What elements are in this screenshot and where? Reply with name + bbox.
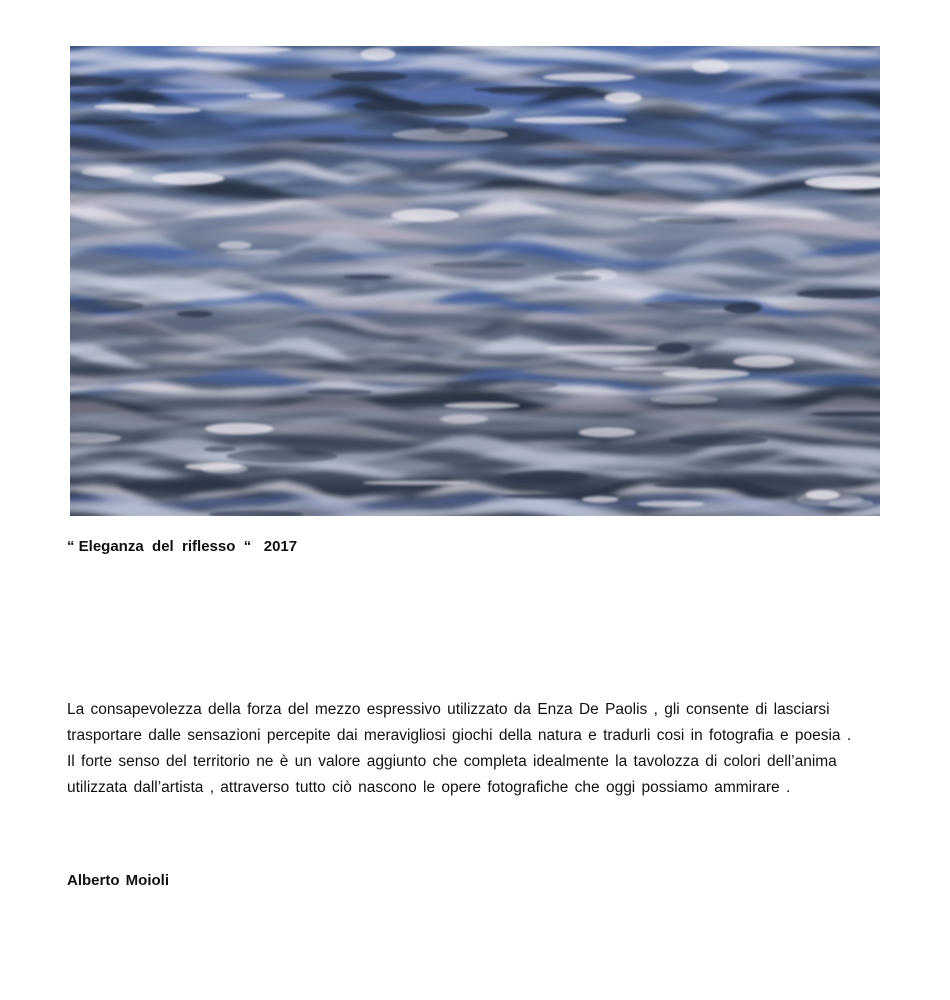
ripple-highlight bbox=[543, 73, 635, 81]
ripple-highlight bbox=[650, 395, 718, 404]
ripple-highlight bbox=[204, 446, 236, 452]
ripple-highlight bbox=[611, 366, 699, 371]
artwork-caption: “ Eleganza del riflesso “ 2017 bbox=[67, 538, 298, 555]
ripple-highlight bbox=[637, 501, 705, 507]
ripple-highlight bbox=[407, 104, 490, 117]
ripple-highlight bbox=[444, 402, 520, 408]
essay-text bbox=[67, 697, 877, 801]
ripple-highlight bbox=[298, 138, 345, 143]
ripple-highlight bbox=[579, 427, 636, 437]
ripple-highlight bbox=[654, 482, 748, 488]
ripple-highlight bbox=[306, 389, 373, 395]
essay-paragraph-1: La consapevolezza della forza del mezzo espressivo utilizzato da Enza De Paolis , gli consente di lasciarsi trasportare dalle sensazioni percepite dai meravigliosi giochi della natura e tradurli cosi in fotografia e poesia . bbox=[67, 701, 852, 744]
ripple-highlight bbox=[81, 167, 133, 177]
ripple-highlight bbox=[527, 158, 624, 165]
ripple-highlight bbox=[514, 117, 628, 124]
ripple-highlight bbox=[724, 303, 762, 314]
ripple-highlight bbox=[546, 345, 657, 352]
ripple-highlight bbox=[70, 94, 104, 103]
ripple-highlight bbox=[692, 60, 730, 74]
ripple-highlight bbox=[431, 261, 525, 268]
ripple-highlight bbox=[554, 275, 601, 281]
artwork-photo bbox=[70, 46, 880, 516]
ripple-highlight bbox=[582, 496, 619, 503]
ripple-highlight bbox=[218, 241, 252, 249]
ripple-highlight bbox=[330, 72, 408, 82]
ripple-highlight bbox=[472, 87, 590, 93]
ripple-highlight bbox=[440, 414, 488, 423]
author-signature: Alberto Moioli bbox=[67, 872, 169, 889]
ripple-highlight bbox=[360, 48, 395, 61]
ripple-highlight bbox=[225, 250, 281, 255]
ripple-highlight bbox=[445, 379, 558, 391]
water-reflection-image bbox=[70, 46, 880, 516]
ripple-highlight bbox=[130, 106, 201, 114]
ripple-highlight bbox=[205, 423, 274, 435]
ripple-highlight bbox=[176, 311, 212, 318]
ripple-highlight bbox=[733, 355, 794, 367]
ripple-highlight bbox=[226, 449, 337, 463]
ripple-highlight bbox=[363, 481, 471, 486]
ripple-highlight bbox=[185, 463, 243, 471]
ripple-highlight bbox=[657, 343, 691, 354]
ripple-highlight bbox=[435, 122, 470, 134]
ripple-highlight bbox=[656, 218, 738, 224]
ripple-highlight bbox=[343, 275, 391, 280]
ripple-highlight bbox=[796, 493, 863, 506]
ripple-highlight bbox=[604, 92, 642, 104]
ripple-highlight bbox=[799, 72, 867, 80]
ripple-highlight bbox=[247, 93, 285, 99]
essay-paragraph-2: Il forte senso del territorio ne è un valore aggiunto che completa idealmente la tavolozza di colori dell’anima utilizzata dall’artista , attraverso tutto ciò nascono le opere fotografiche che oggi possiamo ammirare . bbox=[67, 753, 837, 796]
ripple-highlight bbox=[196, 47, 292, 53]
ripple-highlight bbox=[152, 172, 224, 185]
ripple-highlight bbox=[669, 435, 767, 446]
ripple-highlight bbox=[502, 471, 588, 484]
ripple-highlight bbox=[392, 209, 460, 222]
ripple-highlight bbox=[149, 89, 262, 93]
